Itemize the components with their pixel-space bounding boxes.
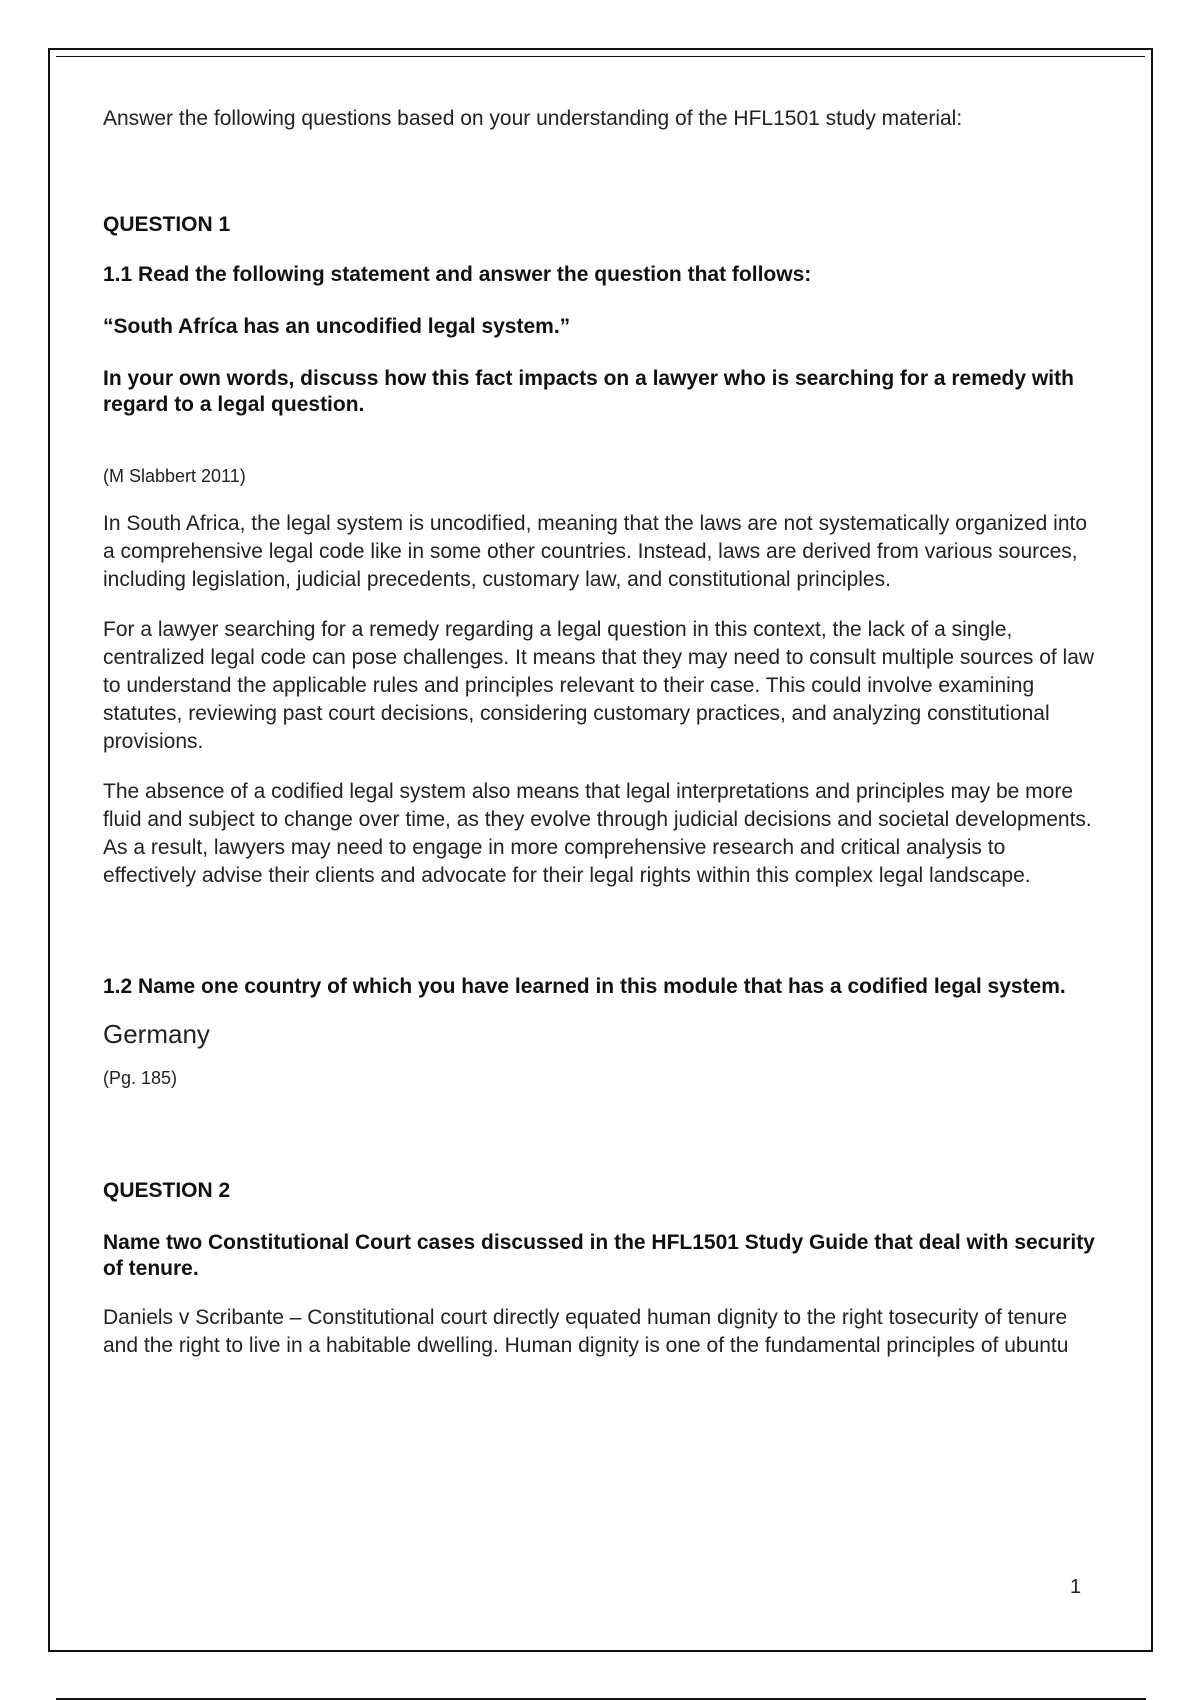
document-content xyxy=(103,106,1103,1360)
page-top-rule xyxy=(56,56,1145,57)
question-2-answer: Daniels v Scribante – Constitutional court directly equated human dignity to the right tosecurity of tenure and the right to live in a habitable dwelling. Human dignity is one of the fundamental principles of ubuntu xyxy=(103,1306,1069,1357)
question-1-1-instruction: In your own words, discuss how this fact impacts on a lawyer who is searching for a remedy with regard to a legal question. xyxy=(103,367,1074,416)
question-1-2-citation: (Pg. 185) xyxy=(103,1068,178,1088)
question-1-2-prompt: 1.2 Name one country of which you have learned in this module that has a codified legal system. xyxy=(103,975,1066,998)
answer-paragraph: The absence of a codified legal system also means that legal interpretations and principles may be more fluid and subject to change over time, as they evolve through judicial decisions and societal developments. As a result, lawyers may need to engage in more comprehensive research and critical analysis to effectively advise their clients and advocate for their legal rights within this complex legal landscape. xyxy=(103,780,1092,887)
answer-paragraph: For a lawyer searching for a remedy regarding a legal question in this context, the lack of a single, centralized legal code can pose challenges. It means that they may need to consult multiple sources of law to understand the applicable rules and principles relevant to their case. This could involve examining statutes, reviewing past court decisions, considering customary practices, and analyzing constitutional provisions. xyxy=(103,618,1095,753)
question-1-1-citation: (M Slabbert 2011) xyxy=(103,466,246,486)
page-number: 1 xyxy=(1070,1576,1082,1598)
question-1-2-answer: Germany xyxy=(103,1019,210,1049)
intro-text: Answer the following questions based on your understanding of the HFL1501 study material: xyxy=(103,107,963,130)
question-2-heading: QUESTION 2 xyxy=(103,1179,231,1202)
answer-paragraph: In South Africa, the legal system is uncodified, meaning that the laws are not systematically organized into a comprehensive legal code like in some other countries. Instead, laws are derived from various sources, including legislation, judicial precedents, customary law, and constitutional principles. xyxy=(103,512,1088,591)
question-1-1-statement: “South Afríca has an uncodified legal system.” xyxy=(103,315,571,338)
question-1-heading: QUESTION 1 xyxy=(103,213,231,236)
question-1-1-prompt: 1.1 Read the following statement and answer the question that follows: xyxy=(103,263,812,286)
question-2-prompt: Name two Constitutional Court cases discussed in the HFL1501 Study Guide that deal with security of tenure. xyxy=(103,1231,1095,1280)
